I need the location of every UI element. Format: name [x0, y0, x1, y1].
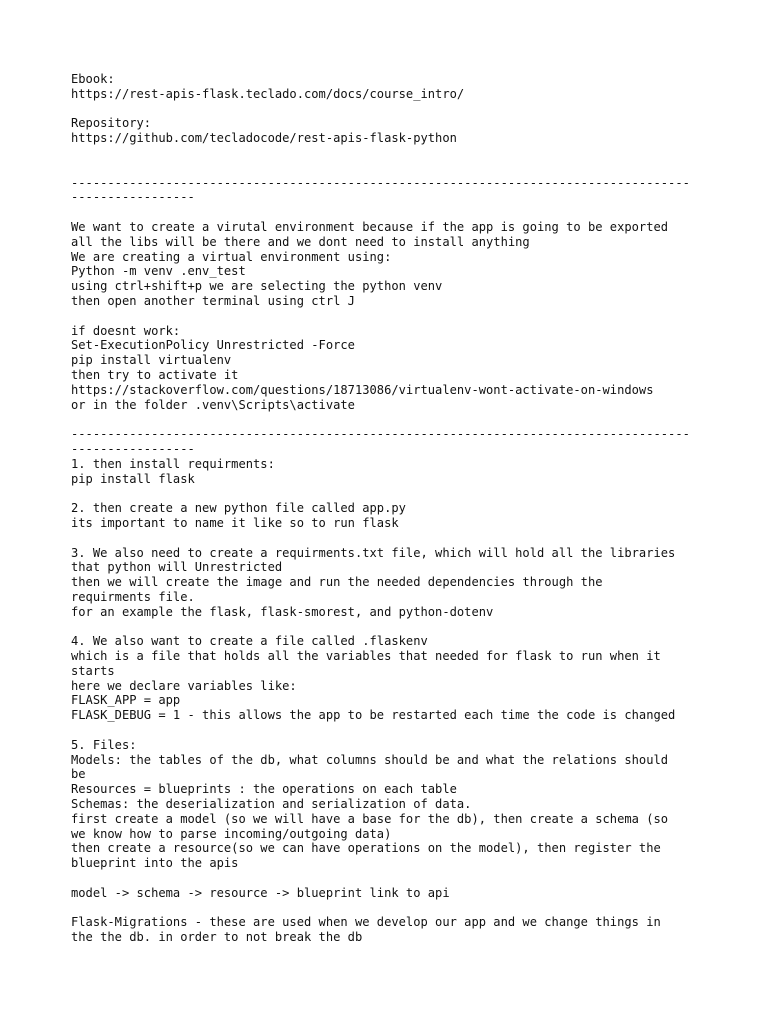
text-line — [71, 146, 711, 161]
text-line: if doesnt work: — [71, 323, 181, 338]
text-line: for an example the flask, flask-smorest, and python-dotenv — [71, 604, 494, 619]
separator-line: ----------------- — [71, 190, 195, 205]
text-line: that python will Unrestricted — [71, 560, 283, 575]
text-line: using ctrl+shift+p we are selecting the python venv — [71, 279, 443, 294]
text-line — [71, 412, 711, 427]
text-line: then create a resource(so we can have operations on the model), then register the — [71, 841, 661, 856]
text-line — [71, 486, 711, 501]
text-line — [71, 102, 711, 117]
text-line: FLASK_APP = app — [71, 693, 181, 708]
text-line — [71, 871, 711, 886]
text-line: We want to create a virutal environment because if the app is going to be exported — [71, 219, 669, 234]
text-line: 3. We also need to create a requirments.txt file, which will hold all the libraries — [71, 545, 676, 560]
text-line: which is a file that holds all the variables that needed for flask to run when it — [71, 649, 661, 664]
ebook-link[interactable]: https://rest-apis-flask.teclado.com/docs/course_intro/ — [71, 86, 465, 101]
text-line: 1. then install requirments: — [71, 456, 275, 471]
text-line: requirments file. — [71, 589, 195, 604]
text-line: then try to activate it — [71, 367, 239, 382]
text-line: Ebook: — [71, 72, 115, 86]
text-line: 2. then create a new python file called app.py — [71, 501, 406, 516]
text-line: then we will create the image and run the needed dependencies through the — [71, 575, 603, 590]
text-line: first create a model (so we will have a base for the db), then create a schema (so — [71, 811, 669, 826]
text-line: all the libs will be there and we dont need to install anything — [71, 234, 530, 249]
text-line: We are creating a virtual environment using: — [71, 249, 392, 264]
text-line — [71, 309, 711, 324]
text-line: model -> schema -> resource -> blueprint link to api — [71, 885, 450, 900]
text-line — [71, 205, 711, 220]
text-line: or in the folder .venv\Scripts\activate — [71, 397, 355, 412]
text-line: then open another terminal using ctrl J — [71, 293, 355, 308]
text-line — [71, 723, 711, 738]
text-line: 5. Files: — [71, 737, 137, 752]
text-line: Models: the tables of the db, what columns should be and what the relations should — [71, 752, 669, 767]
text-line: Set-ExecutionPolicy Unrestricted -Force — [71, 338, 355, 353]
text-line: blueprint into the apis — [71, 856, 239, 871]
document-page — [71, 72, 711, 945]
text-line — [71, 619, 711, 634]
text-line: its important to name it like so to run flask — [71, 515, 399, 530]
text-line — [71, 531, 711, 546]
text-line — [71, 161, 711, 176]
text-line: Flask-Migrations - these are used when we develop our app and we change things in — [71, 915, 661, 930]
text-line: be — [71, 767, 86, 782]
text-line: Resources = blueprints : the operations on each table — [71, 782, 457, 797]
text-line: starts — [71, 663, 115, 678]
text-line: Repository: — [71, 116, 152, 131]
text-line — [71, 901, 711, 916]
text-line: FLASK_DEBUG = 1 - this allows the app to be restarted each time the code is changed — [71, 708, 676, 723]
text-line: 4. We also want to create a file called .flaskenv — [71, 634, 428, 649]
text-line: pip install virtualenv — [71, 353, 232, 368]
text-line: we know how to parse incoming/outgoing data) — [71, 826, 392, 841]
separator-line: ----------------- — [71, 441, 195, 456]
text-line: pip install flask — [71, 471, 195, 486]
text-line: the the db. in order to not break the db — [71, 930, 363, 945]
text-line: Schemas: the deserialization and serialization of data. — [71, 797, 472, 812]
separator-line: ------------------------------------------------------------------------------------- — [71, 175, 690, 190]
text-line: here we declare variables like: — [71, 678, 297, 693]
repository-link[interactable]: https://github.com/tecladocode/rest-apis-flask-python — [71, 131, 457, 146]
text-line: Python -m venv .env_test — [71, 264, 246, 279]
separator-line: ------------------------------------------------------------------------------------- — [71, 427, 690, 442]
stackoverflow-link[interactable]: https://stackoverflow.com/questions/18713086/virtualenv-wont-activate-on-windows — [71, 382, 654, 397]
